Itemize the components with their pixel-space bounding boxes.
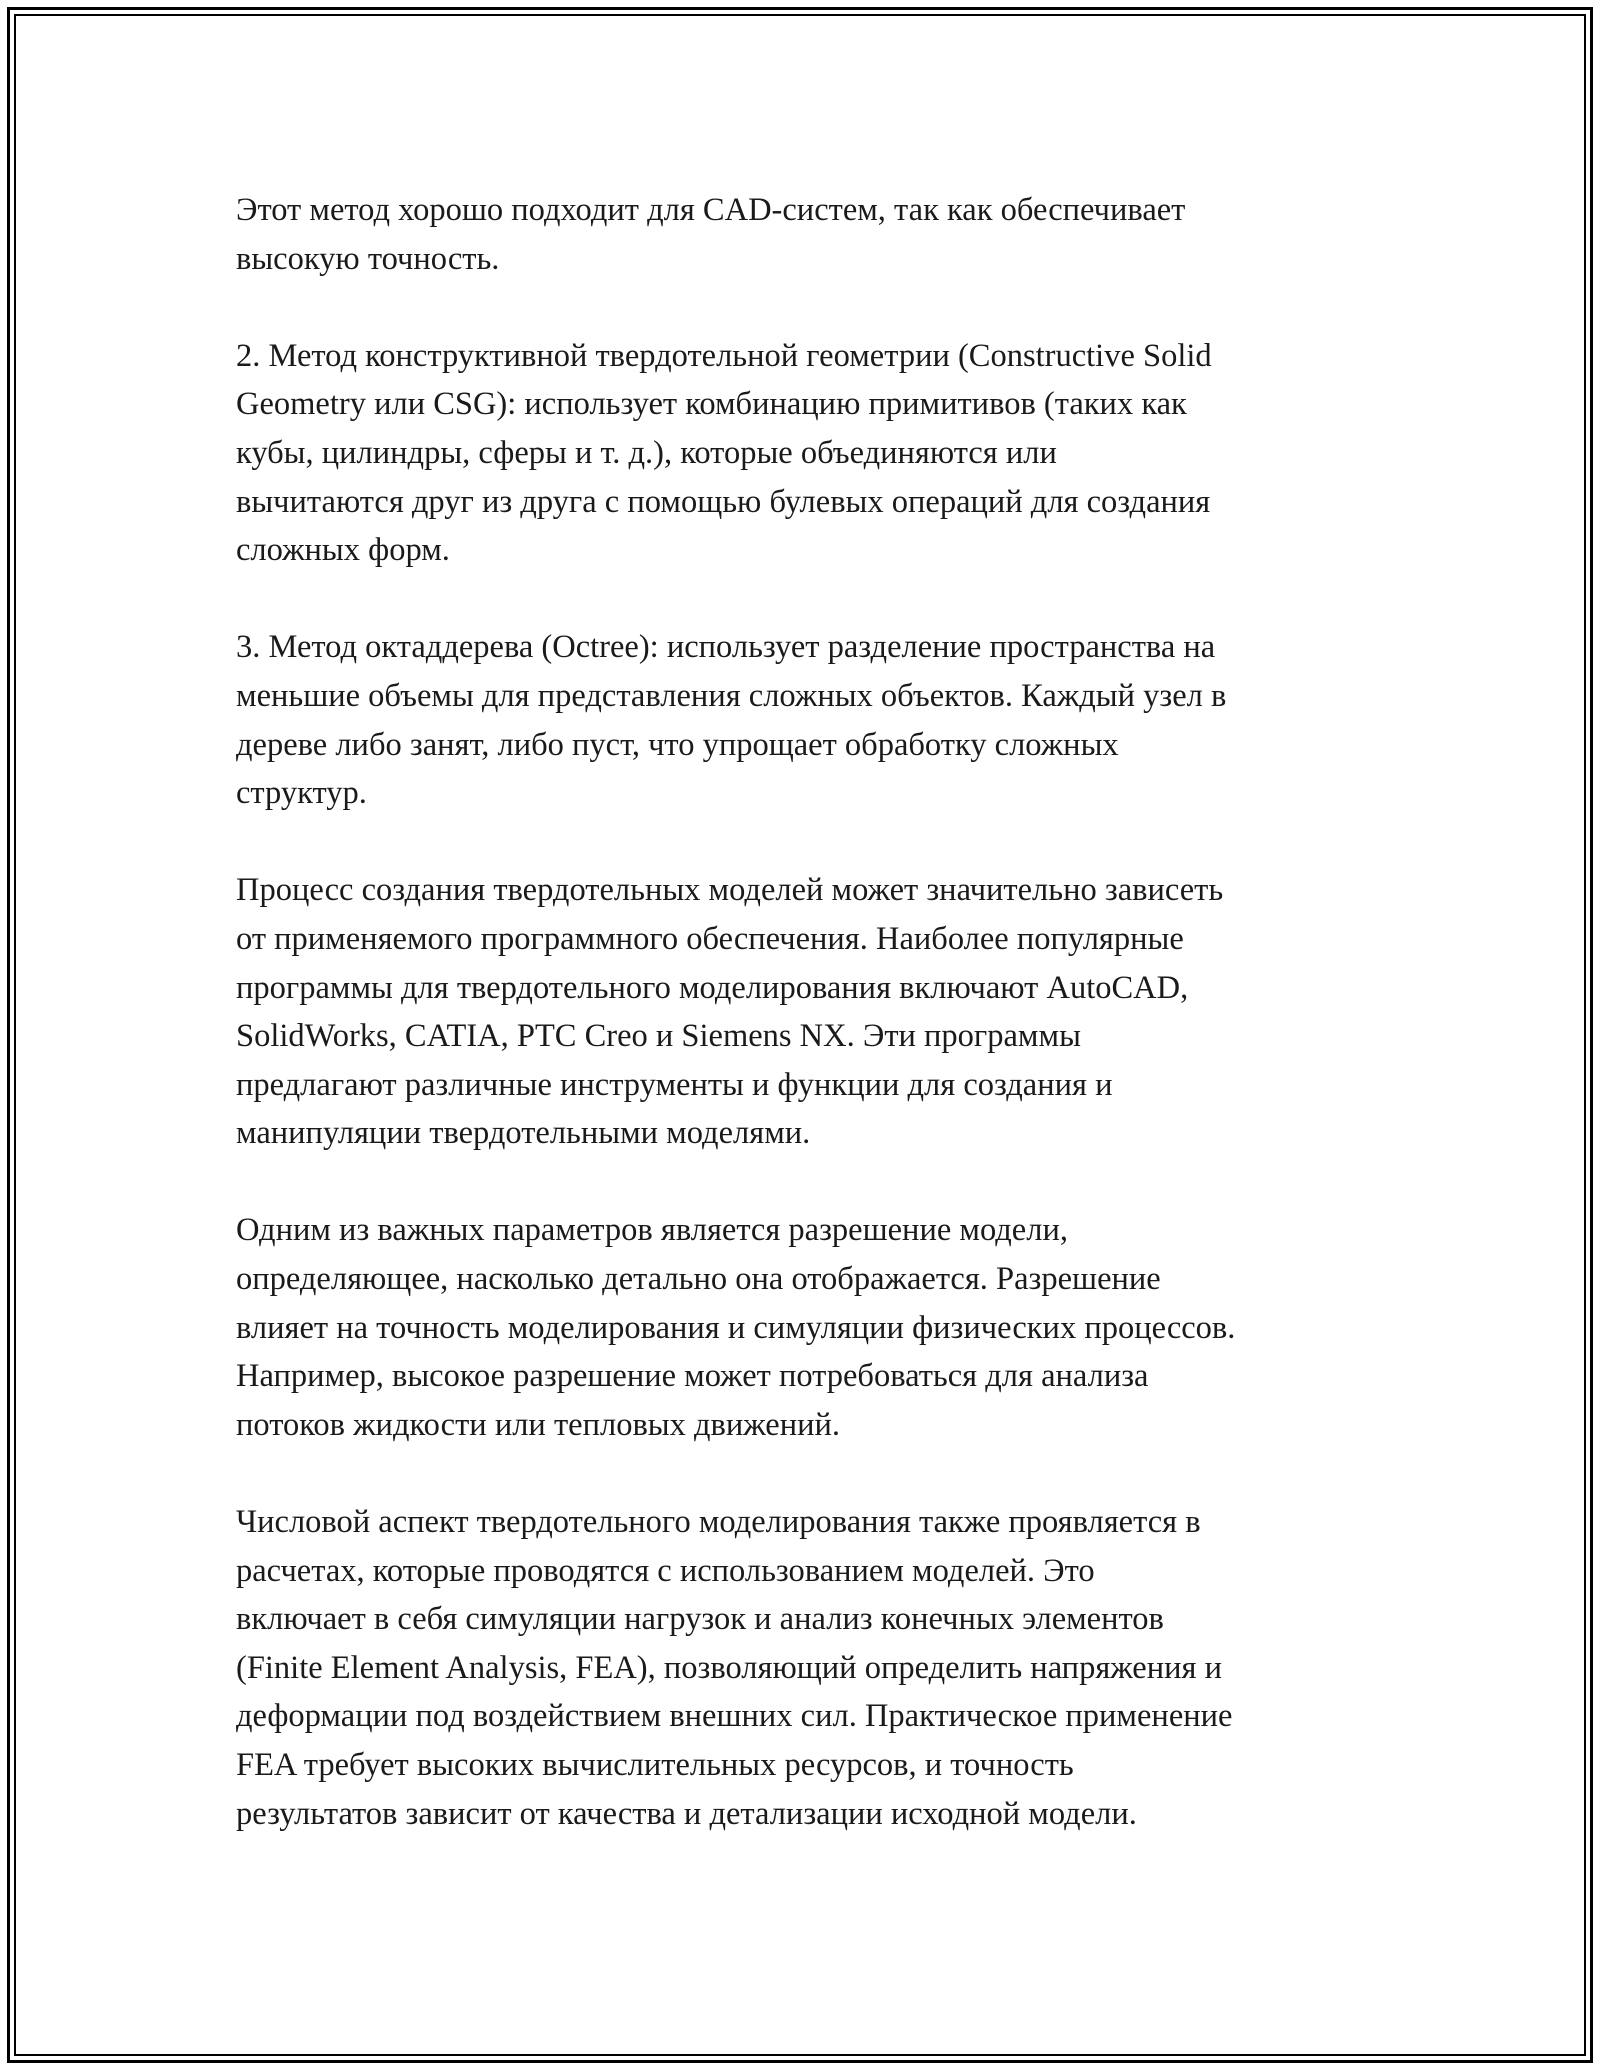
paragraph-cad-accuracy: Этот метод хорошо подходит для CAD-систем, так как обеспечивает высокую точность.: [236, 192, 1186, 277]
paragraph-csg-method: 2. Метод конструктивной твердотельной геометрии (Constructive Solid Geometry или CSG): использует комбинацию примитивов (таких как кубы, цилиндры, сферы и т. д.), которые объединяются или вычитаются друг из друга с помощью булевых операций для создания сложных форм.: [236, 337, 1212, 569]
paragraph-octree-method: 3. Метод октаддерева (Octree): использует разделение пространства на меньшие объемы для представления сложных объектов. Каждый узел в дереве либо занят, либо пуст, что упрощает обработку сложных структур.: [236, 629, 1227, 812]
paragraph-software: Процесс создания твердотельных моделей может значительно зависеть от применяемого программного обеспечения. Наиболее популярные программы для твердотельного моделирования включают AutoCAD, SolidWorks, CATIA, PTC Creo и Siemens NX. Эти программы предлагают различные инструменты и функции для создания и манипуляции твердотельными моделями.: [236, 872, 1224, 1152]
document-body: [236, 186, 1366, 1887]
paragraph-resolution: Одним из важных параметров является разрешение модели, определяющее, насколько детально она отображается. Разрешение влияет на точность моделирования и симуляции физических процессов. Например, высокое разрешение может потребоваться для анализа потоков жидкости или тепловых движений.: [236, 1212, 1236, 1443]
paragraph-fea: Числовой аспект твердотельного моделирования также проявляется в расчетах, которые проводятся с использованием моделей. Это включает в себя симуляции нагрузок и анализ конечных элементов (Finite Element Analysis, FEA), позволяющий определить напряжения и деформации под воздействием внешних сил. Практическое применение FEA требует высоких вычислительных ресурсов, и точность результатов зависит от качества и детализации исходной модели.: [236, 1504, 1233, 1832]
